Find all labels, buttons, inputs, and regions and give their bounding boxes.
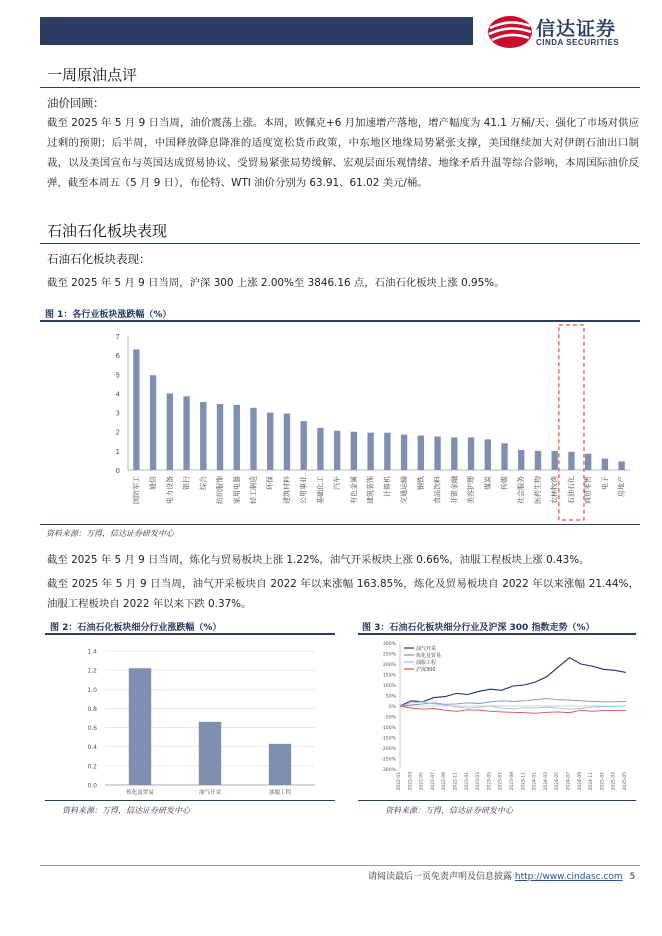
bar xyxy=(133,349,139,470)
sector-performance-paragraph: 截至 2025 年 5 月 9 日当周，沪深 300 上涨 2.00%至 3846.16 点，石油石化板块上涨 0.95%。 xyxy=(47,277,505,289)
header-bar xyxy=(40,17,473,45)
x-tick-label: 2023-03 xyxy=(476,772,482,791)
x-tick-label: 2024-07 xyxy=(566,772,572,791)
y-tick-label: 1.2 xyxy=(87,667,97,675)
x-tick-label: 环保 xyxy=(266,476,275,490)
bar xyxy=(434,437,440,471)
logo-name-cn: 信达证券 xyxy=(536,18,617,40)
bar xyxy=(468,437,474,470)
x-tick-label: 2025-01 xyxy=(600,772,606,791)
subsector-trend-chart xyxy=(358,635,636,799)
figure2-frame xyxy=(45,633,335,801)
section-title-sector-performance: 石油石化板块表现 xyxy=(47,222,168,240)
x-tick-label: 2024-03 xyxy=(543,772,549,791)
x-tick-label: 计算机 xyxy=(383,476,392,497)
x-tick-label: 食品饮料 xyxy=(433,476,442,504)
bar xyxy=(167,393,173,470)
oil-price-review-heading: 油价回顾： xyxy=(47,96,105,110)
bar xyxy=(234,405,240,470)
x-tick-label: 2022-09 xyxy=(442,772,448,791)
footer-divider xyxy=(40,865,640,866)
x-tick-label: 房地产 xyxy=(617,476,626,497)
x-tick-label: 2022-03 xyxy=(408,772,414,791)
bar xyxy=(384,433,390,470)
figure3-frame xyxy=(358,633,636,801)
legend-label: 炼化及贸易 xyxy=(416,653,442,659)
globe-logo-icon xyxy=(486,14,534,50)
x-tick-label: 电子 xyxy=(600,476,609,490)
bar xyxy=(501,443,507,470)
footer xyxy=(368,869,635,882)
x-tick-label: 美容护理 xyxy=(467,476,476,504)
x-tick-label: 钢铁 xyxy=(416,476,425,490)
bar xyxy=(518,450,524,470)
figure3-source: 资料来源：万得，信达证券研发中心 xyxy=(385,806,513,815)
x-tick-label: 2024-11 xyxy=(589,772,595,791)
x-tick-label: 2023-01 xyxy=(464,772,470,791)
x-tick-label: 基础化工 xyxy=(316,476,325,504)
x-tick-label: 炼化及贸易 xyxy=(126,790,154,796)
x-tick-label: 纺织服饰 xyxy=(216,476,225,504)
y-tick-label: -100% xyxy=(381,726,396,731)
x-tick-label: 2025-05 xyxy=(623,772,628,791)
bar xyxy=(485,439,491,470)
x-tick-label: 有色金属 xyxy=(349,476,358,504)
page-number: 5 xyxy=(629,872,636,882)
x-tick-label: 油气开采 xyxy=(198,790,222,796)
section-title-crude-review: 一周原油点评 xyxy=(47,66,138,84)
x-tick-label: 传媒 xyxy=(500,476,509,490)
bar xyxy=(317,428,323,470)
bar xyxy=(585,454,591,470)
x-tick-label: 轻工制造 xyxy=(249,476,258,504)
x-tick-label: 2022-01 xyxy=(397,772,402,791)
bar xyxy=(250,408,256,470)
x-tick-label: 汽车 xyxy=(333,476,342,490)
y-tick-label: 0.0 xyxy=(87,782,97,790)
x-tick-label: 农林牧渔 xyxy=(550,476,559,504)
bar xyxy=(552,451,558,470)
y-tick-label: 0.6 xyxy=(87,725,97,733)
x-tick-label: 2022-07 xyxy=(430,772,436,791)
y-tick-label: 1.0 xyxy=(87,686,97,694)
x-tick-label: 2023-05 xyxy=(487,772,493,791)
figure2-source: 资料来源：万得，信达证券研发中心 xyxy=(62,806,190,815)
bar xyxy=(334,431,340,470)
x-tick-label: 银行 xyxy=(182,476,191,490)
x-tick-label: 国防军工 xyxy=(132,476,141,504)
y-tick-label: -300% xyxy=(381,768,396,773)
company-logo xyxy=(486,14,646,50)
x-tick-label: 医药生物 xyxy=(533,476,542,504)
x-tick-label: 电力设备 xyxy=(165,476,174,504)
x-tick-label: 综合 xyxy=(199,476,208,490)
oil-price-review-paragraph: 截至 2025 年 5 月 9 日当周，油价震荡上涨。本周，欧佩克+6 月加速增产落地，增产幅度为 41.1 万桶/天、强化了市场对供应过剩的预期；后半周，中国释放降息降准的适度宽松货币政策，中东地区地缘局势紧张支撑，美国继续加大对伊朗石油出口制裁，以及美国宣布与英国达成贸易协议、受贸易紧张局势缓解、宏观层面乐观情绪、地缘矛盾升温等综合影响，本周国际油价反弹，截至本周五（5 月 9 日），布伦特、WTI 油价分别为 63.91、61.02 美元/桶。 xyxy=(47,117,639,189)
industry-change-chart xyxy=(40,322,640,523)
x-tick-label: 2024-05 xyxy=(555,772,561,791)
section-divider xyxy=(40,243,640,244)
y-tick-label: 6 xyxy=(115,352,120,361)
y-tick-label: 5 xyxy=(115,371,120,380)
figure1-title: 图 1：各行业板块涨跌幅（%） xyxy=(45,310,172,320)
y-tick-label: 3 xyxy=(115,409,120,418)
y-tick-label: 0.2 xyxy=(87,763,97,771)
bar xyxy=(451,437,457,470)
subsector-ytd-paragraph: 截至 2025 年 5 月 9 日当周，油气开采板块自 2022 年以来涨幅 163.85%，炼化及贸易板块自 2022 年以来涨幅 21.44%，油服工程板块自 2022 年以来下跌 0.37%。 xyxy=(47,578,639,610)
y-tick-label: 0.4 xyxy=(87,744,97,752)
y-tick-label: 200% xyxy=(382,663,396,668)
bar xyxy=(200,402,206,470)
bar xyxy=(568,452,574,470)
logo-name-en: CINDA SECURITIES xyxy=(536,38,620,47)
x-tick-label: 煤炭 xyxy=(483,476,492,490)
x-tick-label: 2025-03 xyxy=(611,772,617,791)
figure1-source: 资料来源：万得，信达证券研发中心 xyxy=(46,529,174,538)
series-line xyxy=(400,699,626,706)
bar xyxy=(618,461,624,470)
bar xyxy=(351,432,357,470)
disclaimer-note: 请阅读最后一页免责声明及信息披露 xyxy=(368,872,513,882)
bar xyxy=(367,433,373,470)
y-tick-label: 0% xyxy=(388,705,396,710)
bar xyxy=(401,435,407,470)
x-tick-label: 商贸零售 xyxy=(584,476,593,504)
website-link[interactable]: http://www.cindasc.com xyxy=(514,872,623,882)
y-tick-label: 2 xyxy=(115,428,120,437)
x-tick-label: 交通运输 xyxy=(400,476,409,504)
legend-label: 油服工程 xyxy=(416,660,437,666)
x-tick-label: 2022-05 xyxy=(419,772,425,791)
y-tick-label: 1 xyxy=(115,447,120,456)
x-tick-label: 社会服务 xyxy=(517,476,526,504)
y-tick-label: -150% xyxy=(381,736,396,742)
bar xyxy=(267,413,273,470)
y-tick-label: 7 xyxy=(115,333,120,341)
y-tick-label: 100% xyxy=(382,684,396,689)
x-tick-label: 2022-11 xyxy=(453,772,459,791)
x-tick-label: 家用电器 xyxy=(232,476,241,504)
x-tick-label: 2024-01 xyxy=(532,772,538,791)
y-tick-label: 0.8 xyxy=(87,705,97,713)
y-tick-label: -250% xyxy=(381,757,396,763)
y-tick-label: 0 xyxy=(115,467,120,475)
bar xyxy=(418,436,424,470)
bar xyxy=(199,722,221,785)
figure3-title: 图 3：石油石化板块细分行业及沪深 300 指数走势（%） xyxy=(362,623,595,633)
figure1-frame xyxy=(40,320,640,525)
bar xyxy=(183,396,189,470)
legend-label: 油气开采 xyxy=(416,646,437,652)
x-tick-label: 石油石化 xyxy=(567,476,576,504)
x-tick-label: 2023-11 xyxy=(521,772,527,791)
subsector-week-paragraph: 截至 2025 年 5 月 9 日当周，炼化与贸易板块上涨 1.22%，油气开采板块上涨 0.66%，油服工程板块上涨 0.43%。 xyxy=(47,554,590,566)
sector-performance-heading: 石油石化板块表现： xyxy=(47,252,151,266)
legend-label: 沪深300 xyxy=(416,667,436,673)
x-tick-label: 2023-07 xyxy=(498,772,504,791)
y-tick-label: 4 xyxy=(115,390,120,399)
y-tick-label: 150% xyxy=(382,673,396,679)
y-tick-label: 300% xyxy=(382,642,396,647)
y-tick-label: 1.4 xyxy=(87,648,97,656)
bar xyxy=(269,744,291,785)
bar xyxy=(602,459,608,470)
x-tick-label: 2024-09 xyxy=(577,772,583,791)
bar xyxy=(284,414,290,470)
y-tick-label: -50% xyxy=(384,715,396,721)
figure2-title: 图 2：石油石化板块细分行业涨跌幅（%） xyxy=(50,623,222,633)
bar xyxy=(217,404,223,470)
x-tick-label: 通信 xyxy=(149,476,158,490)
x-tick-label: 油服工程 xyxy=(268,790,292,796)
x-tick-label: 建筑材料 xyxy=(282,476,291,504)
bar xyxy=(535,451,541,470)
x-tick-label: 非银金融 xyxy=(450,476,459,504)
bar xyxy=(301,421,307,470)
x-tick-label: 2023-09 xyxy=(510,772,515,791)
y-tick-label: 50% xyxy=(385,694,396,700)
bar xyxy=(150,375,156,470)
y-tick-label: 250% xyxy=(382,652,396,658)
bar xyxy=(129,668,151,785)
y-tick-label: -200% xyxy=(381,747,396,752)
subsector-change-chart xyxy=(45,635,335,799)
x-tick-label: 公用事业 xyxy=(299,476,308,504)
section-divider xyxy=(40,87,640,88)
x-tick-label: 建筑装饰 xyxy=(366,476,375,504)
